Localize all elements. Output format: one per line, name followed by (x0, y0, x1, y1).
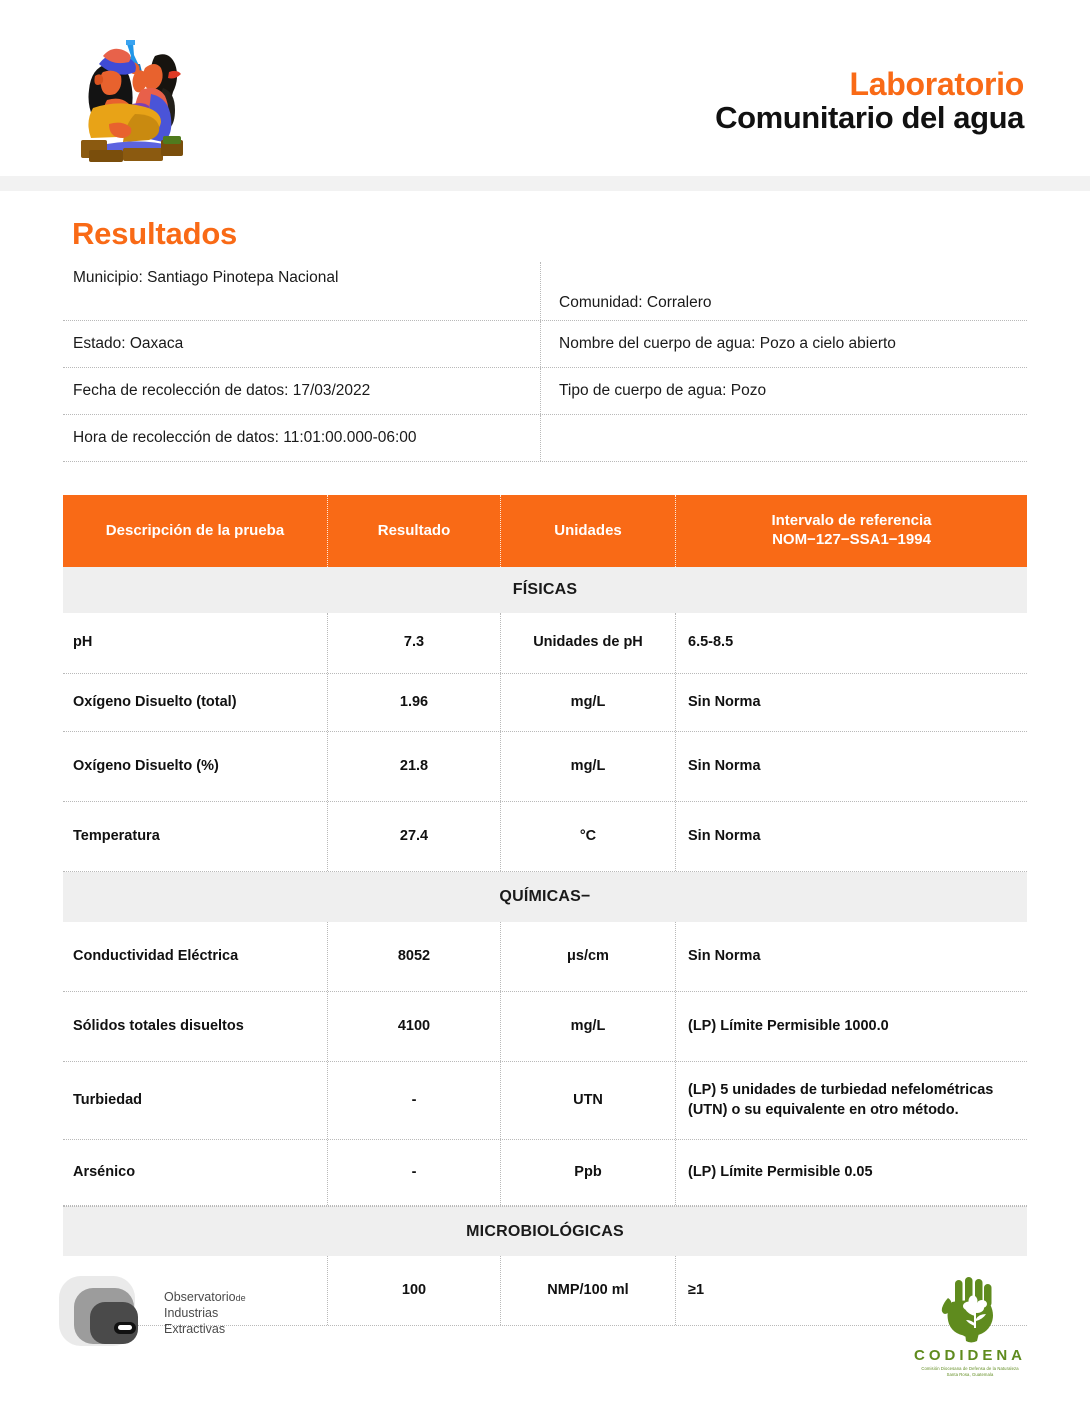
cell-intervalo: ≥1 (675, 1256, 1027, 1325)
sample-metadata (63, 262, 1027, 462)
column-header-intervalo-line2: NOM−127−SSA1−1994 (772, 531, 931, 548)
cell-unidades: mg/L (500, 674, 675, 731)
cell-unidades: UTN (500, 1062, 675, 1139)
cell-unidades: °C (500, 802, 675, 871)
observatorio-logo-text (164, 1289, 246, 1337)
table-row (63, 992, 1027, 1062)
section-header-microbiologicas: MICROBIOLÓGICAS (63, 1206, 1027, 1256)
cell-unidades: mg/L (500, 992, 675, 1061)
cell-intervalo: (LP) Límite Permisible 1000.0 (675, 992, 1027, 1061)
table-row (63, 1062, 1027, 1140)
cell-prueba: Sólidos totales disueltos (73, 1017, 244, 1034)
cell-resultado: 4100 (327, 992, 500, 1061)
metadata-row (63, 321, 1027, 368)
cell-intervalo: Sin Norma (675, 802, 1027, 871)
cell-prueba: Oxígeno Disuelto (%) (73, 757, 219, 774)
brand-title-line1: Laboratorio (849, 66, 1024, 102)
table-header-row (63, 495, 1027, 567)
table-row (63, 922, 1027, 992)
codidena-subtitle-line1: Comisión Diocesana de Defensa de la Naturaleza (921, 1366, 1019, 1371)
cell-resultado: 8052 (327, 922, 500, 991)
green-hand-icon (905, 1276, 1035, 1346)
cell-resultado: 27.4 (327, 802, 500, 871)
column-header-unidades: Unidades (500, 495, 675, 567)
cell-prueba: Arsénico (73, 1163, 136, 1180)
metadata-estado: Estado: Oaxaca (73, 334, 184, 352)
cell-resultado: - (327, 1062, 500, 1139)
cell-intervalo: (LP) 5 unidades de turbiedad nefelométricas (UTN) o su equivalente en otro método. (675, 1062, 1027, 1139)
cell-unidades: Unidades de pH (500, 613, 675, 673)
table-row (63, 1140, 1027, 1206)
cell-unidades: μs/cm (500, 922, 675, 991)
cell-unidades: mg/L (500, 732, 675, 801)
cell-intervalo: (LP) Límite Permisible 0.05 (675, 1140, 1027, 1205)
codidena-name: CODIDENA (913, 1347, 1026, 1364)
column-header-intervalo-line1: Intervalo de referencia (771, 512, 932, 530)
metadata-tipo-cuerpo-agua: Tipo de cuerpo de agua: Pozo (540, 368, 1027, 414)
cell-resultado: - (327, 1140, 500, 1205)
cell-unidades: NMP/100 ml (500, 1256, 675, 1325)
page-title: Resultados (72, 216, 238, 251)
metadata-row (63, 368, 1027, 415)
cell-prueba: Oxígeno Disuelto (total) (73, 693, 237, 710)
cell-prueba: Temperatura (73, 827, 160, 844)
cell-intervalo: Sin Norma (675, 732, 1027, 801)
page-header (0, 0, 1090, 176)
table-row (63, 802, 1027, 872)
cell-resultado: 1.96 (327, 674, 500, 731)
cell-unidades: Ppb (500, 1140, 675, 1205)
table-row (63, 674, 1027, 732)
observatorio-nested-squares-icon (58, 1274, 154, 1352)
codidena-subtitle-line2: Santa Rosa, Guatemala (946, 1372, 994, 1378)
table-row (63, 613, 1027, 674)
cell-intervalo: Sin Norma (675, 674, 1027, 731)
observatorio-line3: Extractivas (164, 1322, 226, 1336)
table-row (63, 732, 1027, 802)
metadata-comunidad: Comunidad: Corralero (540, 262, 1027, 320)
metadata-nombre-cuerpo-agua: Nombre del cuerpo de agua: Pozo a cielo abierto (540, 321, 1027, 367)
metadata-municipio: Municipio: Santiago Pinotepa Nacional (73, 269, 339, 286)
column-header-resultado: Resultado (327, 495, 500, 567)
cell-prueba: Conductividad Eléctrica (73, 947, 239, 964)
cell-prueba: Turbiedad (73, 1091, 143, 1108)
section-header-quimicas: QUÍMICAS− (63, 872, 1027, 922)
cell-prueba: pH (73, 634, 93, 651)
observatorio-line2: Industrias (164, 1306, 219, 1320)
cell-resultado: 21.8 (327, 732, 500, 801)
community-water-testing-illustration-icon (63, 28, 203, 163)
observatorio-line1: Observatoriode (164, 1290, 246, 1304)
cell-resultado: 7.3 (327, 613, 500, 673)
brand-title (715, 68, 1024, 135)
column-header-descripcion: Descripción de la prueba (105, 521, 285, 539)
cell-resultado: 100 (327, 1256, 500, 1325)
metadata-row (63, 415, 1027, 462)
observatorio-logo (58, 1272, 308, 1354)
metadata-hora-recoleccion: Hora de recolección de datos: 11:01:00.000-06:00 (73, 428, 417, 446)
codidena-subtitle (905, 1366, 1035, 1378)
metadata-fecha-recoleccion: Fecha de recolección de datos: 17/03/2022 (73, 381, 371, 399)
section-header-fisicas: FÍSICAS (63, 567, 1027, 613)
column-header-intervalo (675, 495, 1027, 567)
cell-intervalo: 6.5-8.5 (675, 613, 1027, 673)
results-table (63, 495, 1027, 1326)
metadata-row (63, 262, 1027, 321)
header-divider-band (0, 176, 1090, 191)
cell-intervalo: Sin Norma (675, 922, 1027, 991)
metadata-empty (540, 415, 1027, 461)
codidena-logo (905, 1276, 1035, 1381)
brand-title-line2: Comunitario del agua (715, 99, 1024, 135)
